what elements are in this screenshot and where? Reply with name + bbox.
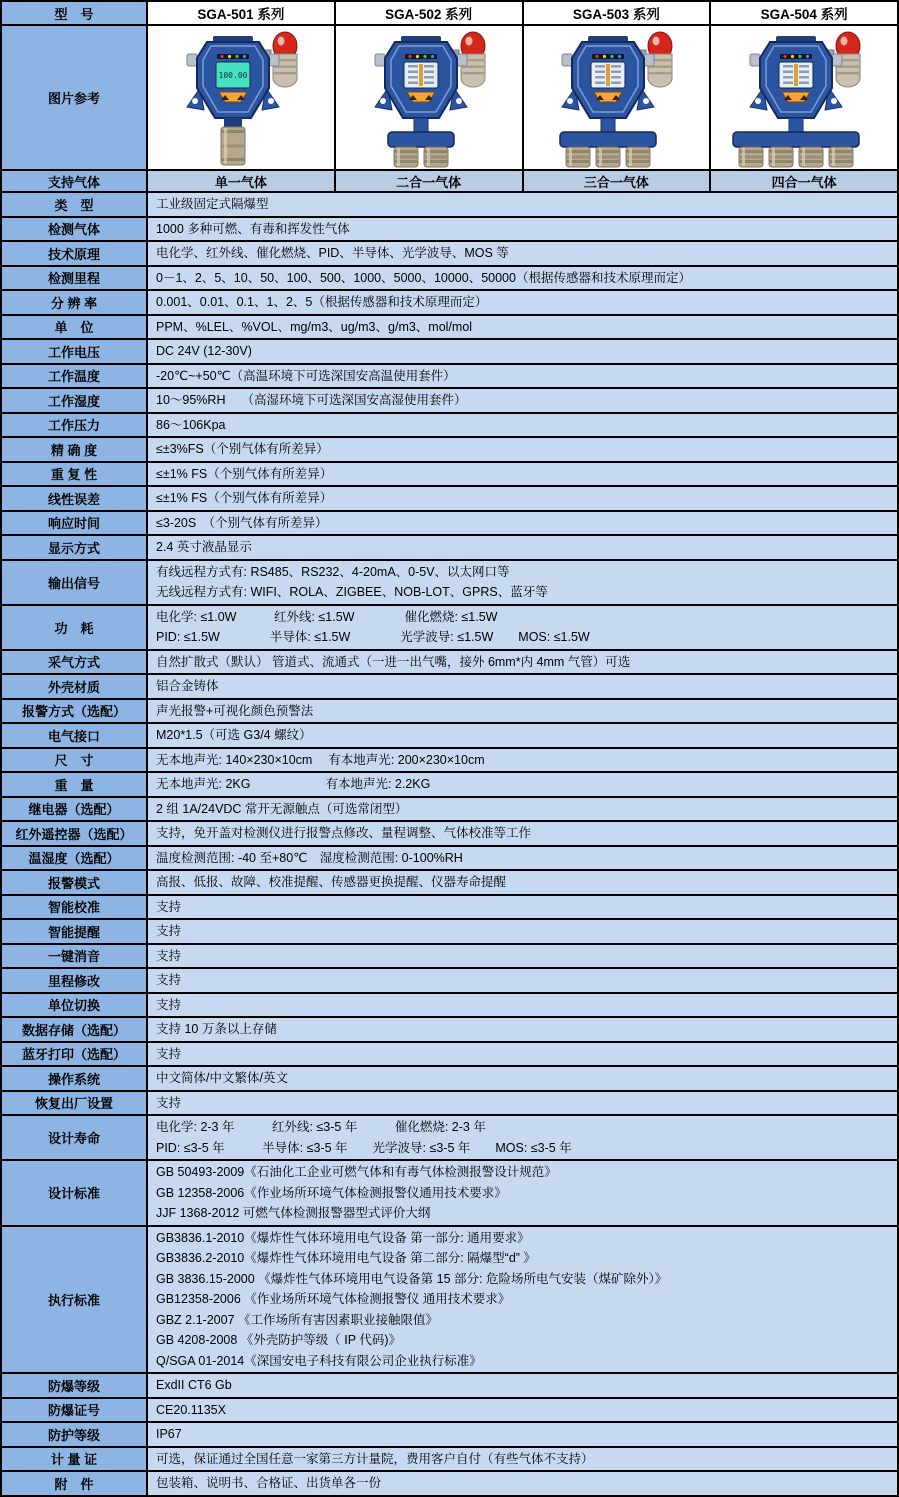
value-line: CE20.1135X [156,1402,226,1417]
gas-type-cell-2: 二合一气体 [336,171,524,191]
value-line: 支持 [156,1095,182,1110]
row-label: 工作电压 [2,340,148,363]
spec-row [2,461,897,486]
device-screen-reading: 100.00 [218,70,248,80]
row-label: 防爆证号 [2,1399,148,1422]
row-label: 恢复出厂设置 [2,1092,148,1115]
row-value [148,414,897,437]
value-line: GB3836.1-2010《爆炸性气体环境用电气设备 第一部分: 通用要求》 [156,1230,530,1245]
spec-row [2,191,897,216]
row-value [148,1067,897,1090]
spec-row [2,894,897,919]
row-value [148,969,897,992]
model-header-2: SGA-502 系列 [336,2,524,24]
row-value [148,1448,897,1471]
row-label: 报警模式 [2,871,148,894]
value-line: 电化学: ≤1.0W 红外线: ≤1.5W 催化燃烧: ≤1.5W [156,609,498,624]
value-line: PID: ≤3-5 年 半导体: ≤3-5 年 光学波导: ≤3-5 年 MOS: ≤3-5 年 [156,1140,572,1155]
spec-row [2,436,897,461]
row-label: 功 耗 [2,606,148,649]
row-label: 技术原理 [2,242,148,265]
value-line: 0.001、0.01、0.1、1、2、5（根据传感器和技术原理而定） [156,295,488,309]
row-value [148,242,897,265]
model-header-3: SGA-503 系列 [524,2,712,24]
image-row [2,24,897,169]
spec-row [2,1446,897,1471]
row-label: 红外遥控器（选配） [2,822,148,845]
value-line: 包装箱、说明书、合格证、出货单各一份 [156,1476,382,1490]
row-label: 单 位 [2,316,148,339]
row-value [148,463,897,486]
device-image-cell-4 [711,26,897,169]
row-value [148,871,897,894]
spec-row [2,559,897,604]
row-label: 设计标准 [2,1161,148,1225]
spec-row [2,1225,897,1373]
value-line: GB3836.2-2010《爆炸性气体环境用电气设备 第二部分: 隔爆型“d” 》 [156,1251,536,1265]
value-line: 自然扩散式（默认） 管道式、流通式（一进一出气嘴，接外 6mm*内 4mm 气管）可选 [156,654,631,669]
row-value [148,822,897,845]
row-value [148,606,897,649]
spec-row [2,1159,897,1225]
gas-type-cell-1: 单一气体 [148,171,336,191]
row-value [148,896,897,919]
row-value [148,1043,897,1066]
spec-row [2,363,897,388]
row-value [148,749,897,772]
value-line: GB 12358-2006《作业场所环境气体检测报警仪通用技术要求》 [156,1185,507,1200]
row-label: 尺 寸 [2,749,148,772]
value-line: ≤±3%FS（个别气体有所差异） [156,442,329,456]
value-line: 高报、低报、故障、校准提醒、传感器更换提醒、仪器寿命提醒 [156,875,507,889]
row-value [148,536,897,559]
row-value [148,316,897,339]
spec-row [2,1041,897,1066]
row-value [148,700,897,723]
device-image [528,28,704,168]
row-value [148,561,897,604]
value-line: 支持 [156,997,182,1012]
value-line: PPM、%LEL、%VOL、mg/m3、ug/m3、g/m3、mol/mol [156,319,473,334]
spec-row [2,722,897,747]
gas-row-label: 支持气体 [2,171,148,191]
spec-row [2,698,897,723]
row-value [148,651,897,674]
gas-row [2,169,897,191]
device-image-cell-2 [336,26,524,169]
row-label: 外壳材质 [2,675,148,698]
row-value [148,267,897,290]
spec-row [2,918,897,943]
row-label: 继电器（选配） [2,798,148,821]
sensor-probe-icon [424,147,448,167]
value-line: Q/SGA 01-2014《深国安电子科技有限公司企业执行标准》 [156,1353,482,1368]
value-line: 支持 [156,924,182,938]
row-value [148,1227,897,1373]
row-value [148,1018,897,1041]
spec-row [2,387,897,412]
spec-row [2,289,897,314]
row-label: 计 量 证 [2,1448,148,1471]
row-value [148,945,897,968]
spec-row [2,992,897,1017]
value-line: 1000 多种可燃、有毒和挥发性气体 [156,221,350,236]
row-value [148,920,897,943]
value-line: 中文简体/中文繁体/英文 [156,1071,288,1085]
spec-row [2,510,897,535]
row-value [148,847,897,870]
value-line: ≤3-20S （个别气体有所差异） [156,515,328,530]
value-line: 声光报警+可视化颜色预警法 [156,703,314,718]
value-line: 电化学、红外线、催化燃烧、PID、半导体、光学波导、MOS 等 [156,246,509,260]
sensor-probe-icon [221,127,245,165]
spec-row [2,216,897,241]
value-line: 有线远程方式有: RS485、RS232、4-20mA、0-5V、以太网口等 [156,564,510,579]
sensor-probe-icon [739,147,763,167]
spec-row [2,1090,897,1115]
row-value [148,724,897,747]
row-value [148,1399,897,1422]
row-value [148,365,897,388]
row-label: 显示方式 [2,536,148,559]
spec-row [2,673,897,698]
row-label: 数据存储（选配） [2,1018,148,1041]
row-value [148,1116,897,1159]
spec-row [2,771,897,796]
value-line: 无本地声光: 2KG 有本地声光: 2.2KG [156,777,431,791]
spec-row [2,604,897,649]
row-label: 报警方式（选配） [2,700,148,723]
device-image [716,28,892,168]
value-line: 工业级固定式隔爆型 [156,197,269,211]
image-row-label: 图片参考 [2,26,148,169]
value-line: ExdII CT6 Gb [156,1378,232,1392]
value-line: IP67 [156,1427,182,1441]
spec-row [2,314,897,339]
row-label: 响应时间 [2,512,148,535]
row-label: 工作温度 [2,365,148,388]
value-line: ≤±1% FS（个别气体有所差异） [156,466,333,481]
spec-row [2,338,897,363]
gas-type-cell-4: 四合一气体 [711,171,897,191]
spec-row [2,747,897,772]
row-value [148,218,897,241]
spec-row [2,240,897,265]
row-label: 蓝牙打印（选配） [2,1043,148,1066]
spec-row [2,1114,897,1159]
sensor-probe-icon [829,147,853,167]
spec-row [2,1470,897,1495]
row-label: 工作湿度 [2,389,148,412]
value-line: 支持 [156,973,182,987]
value-line: 支持 [156,948,182,963]
sensor-probe-icon [799,147,823,167]
value-line: GB 50493-2009《石油化工企业可燃气体和有毒气体检测报警设计规范》 [156,1165,557,1179]
spec-row [2,534,897,559]
spec-row [2,869,897,894]
row-value [148,512,897,535]
spec-row [2,967,897,992]
row-label: 防护等级 [2,1423,148,1446]
sensor-probe-icon [626,147,650,167]
value-line: GB 3836.15-2000 《爆炸性气体环境用电气设备第 15 部分: 危险场所电气安装（煤矿除外）》 [156,1271,668,1286]
row-value [148,389,897,412]
row-value [148,438,897,461]
row-label: 分 辨 率 [2,291,148,314]
row-label: 线性误差 [2,487,148,510]
row-value [148,340,897,363]
spec-row [2,845,897,870]
spec-row [2,943,897,968]
spec-row [2,1421,897,1446]
row-value [148,994,897,1017]
value-line: 无本地声光: 140×230×10cm 有本地声光: 200×230×10cm [156,752,485,767]
value-line: 0－1、2、5、10、50、100、500、1000、5000、10000、50000（根据传感器和技术原理而定） [156,270,691,285]
sensor-probe-icon [769,147,793,167]
value-line: -20℃~+50℃（高温环境下可选深国安高温使用套件） [156,368,456,383]
row-value [148,1472,897,1495]
row-label: 操作系统 [2,1067,148,1090]
row-label: 智能校准 [2,896,148,919]
device-image [153,28,329,168]
value-line: 温度检测范围: -40 至+80℃ 湿度检测范围: 0-100%RH [156,850,463,865]
row-label: 防爆等级 [2,1374,148,1397]
row-label: 附 件 [2,1472,148,1495]
row-label: 检测气体 [2,218,148,241]
spec-row [2,1397,897,1422]
row-label: 检测里程 [2,267,148,290]
row-label: 设计寿命 [2,1116,148,1159]
value-line: 支持 [156,1046,182,1061]
row-label: 重 量 [2,773,148,796]
row-value [148,1374,897,1397]
value-line: 支持，免开盖对检测仪进行报警点修改、量程调整、气体校准等工作 [156,826,532,840]
spec-row [2,796,897,821]
model-header-4: SGA-504 系列 [711,2,897,24]
row-label: 精 确 度 [2,438,148,461]
sensor-probe-icon [596,147,620,167]
row-label: 采气方式 [2,651,148,674]
value-line: ≤±1% FS（个别气体有所差异） [156,491,333,505]
spec-row [2,1372,897,1397]
row-value [148,798,897,821]
row-value [148,1092,897,1115]
row-value [148,1161,897,1225]
value-line: 10～95%RH （高湿环境下可选深国安高湿使用套件） [156,393,467,407]
device-image-cell-3 [524,26,712,169]
value-line: 2.4 英寸液晶显示 [156,540,252,554]
value-line: 铝合金铸体 [156,679,219,693]
row-value [148,487,897,510]
value-line: JJF 1368-2012 可燃气体检测报警器型式评价大纲 [156,1206,431,1220]
row-label: 温湿度（选配） [2,847,148,870]
row-value [148,773,897,796]
spec-row [2,265,897,290]
device-image [341,28,517,168]
value-line: 可选，保证通过全国任意一家第三方计量院，费用客户自付（有些气体不支持） [156,1451,594,1466]
spec-row [2,649,897,674]
value-line: 支持 10 万条以上存储 [156,1022,277,1036]
spec-row [2,412,897,437]
value-line: 2 组 1A/24VDC 常开无源触点（可选常闭型） [156,801,408,816]
model-header-1: SGA-501 系列 [148,2,336,24]
row-label: 输出信号 [2,561,148,604]
row-label: 类 型 [2,193,148,216]
sensor-probe-icon [394,147,418,167]
spec-row [2,1016,897,1041]
header-model-label: 型 号 [2,2,148,24]
row-value [148,291,897,314]
row-label: 电气接口 [2,724,148,747]
value-line: PID: ≤1.5W 半导体: ≤1.5W 光学波导: ≤1.5W MOS: ≤1.5W [156,630,590,644]
value-line: 86～106Kpa [156,417,226,432]
row-value [148,193,897,216]
row-value [148,1423,897,1446]
row-label: 智能提醒 [2,920,148,943]
spec-row [2,485,897,510]
value-line: 无线远程方式有: WIFI、ROLA、ZIGBEE、NOB-LOT、GPRS、蓝牙等 [156,585,548,599]
row-label: 单位切换 [2,994,148,1017]
spec-row [2,1065,897,1090]
header-row [2,2,897,24]
sensor-probe-icon [566,147,590,167]
gas-type-cell-3: 三合一气体 [524,171,712,191]
row-label: 重 复 性 [2,463,148,486]
value-line: 支持 [156,899,182,914]
row-value [148,675,897,698]
value-line: GBZ 2.1-2007 《工作场所有害因素职业接触限值》 [156,1312,438,1327]
device-image-cell-1 [148,26,336,169]
row-label: 执行标准 [2,1227,148,1373]
row-label: 一键消音 [2,945,148,968]
row-label: 工作压力 [2,414,148,437]
value-line: GB12358-2006 《作业场所环境气体检测报警仪 通用技术要求》 [156,1292,511,1306]
spec-row [2,820,897,845]
row-label: 里程修改 [2,969,148,992]
value-line: GB 4208-2008 《外壳防护等级（ IP 代码)》 [156,1333,401,1347]
value-line: 电化学: 2-3 年 红外线: ≤3-5 年 催化燃烧: 2-3 年 [156,1120,486,1134]
value-line: DC 24V (12-30V) [156,344,252,358]
value-line: M20*1.5（可选 G3/4 螺纹） [156,728,312,742]
